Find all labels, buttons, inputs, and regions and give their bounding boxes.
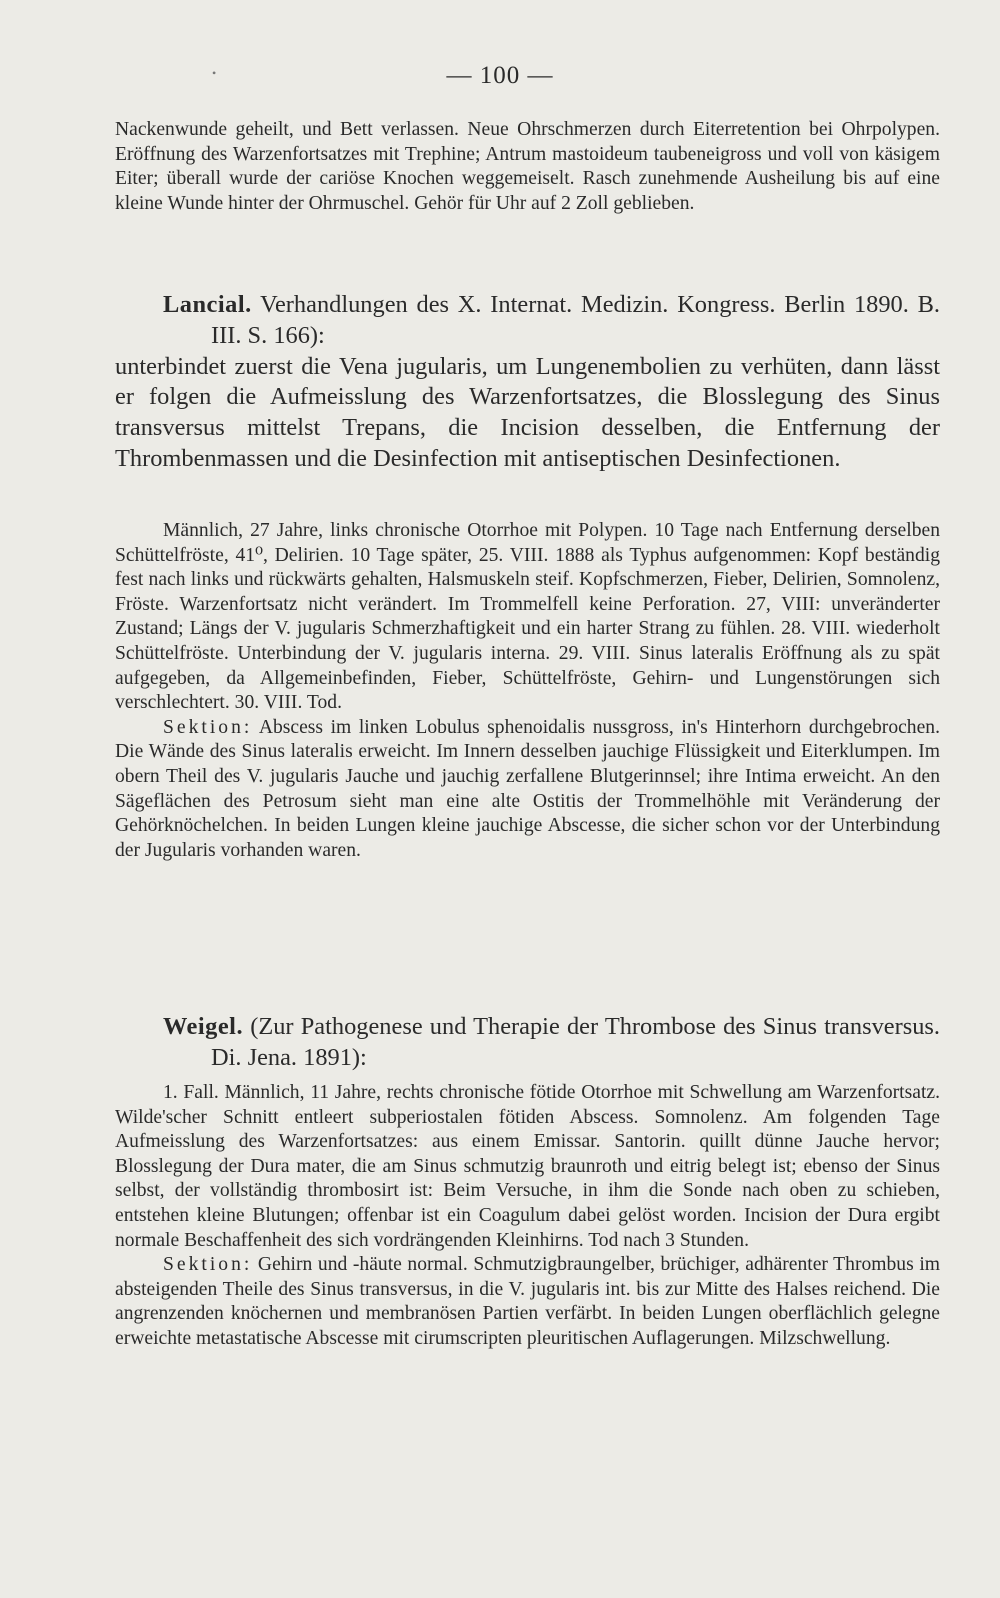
- section-weigel-heading: [115, 1012, 940, 1074]
- page-speck: •: [212, 66, 217, 80]
- lancial-sektion-text: Abscess im linken Lobulus sphenoidalis nussgross, in's Hinterhorn durchgebrochen. Die Wände des Sinus lateralis erweicht. Im Innern desselben jauchige Flüssigkeit und Eiterklumpen. Im obern Theil des V. jugularis Jauche und jauchig zerfallene Blutgerinnsel; ihre Intima erweicht. An den Sägeflächen des Petrosum sieht man eine alte Ostitis der Trommelhöhle mit Veränderung der Gehörknöchelchen. In beiden Lungen kleine jauchige Abscesse, die sicher schon vor der Unterbindung der Jugularis vorhanden waren.: [115, 716, 940, 861]
- section-weigel-case-block: [115, 1081, 940, 1352]
- lancial-sektion: [115, 716, 940, 864]
- weigel-case: 1. Fall. Männlich, 11 Jahre, rechts chronische fötide Otorrhoe mit Schwellung am Warzenfortsatz. Wilde'scher Schnitt entleert subperiostalen fötiden Abscess. Somnolenz. Am folgenden Tage Aufmeisslung des Warzenfortsatzes: aus einem Emissar. Santorin. quillt dünne Jauche hervor; Blosslegung der Dura mater, die am Sinus schmutzig braunroth und eitrig belegt ist; ebenso der Sinus selbst, der vollständig thrombosirt ist: Beim Versuche, in ihm die Sonde nach oben zu schieben, entstehen kleine Blutungen; offenbar ist ein Coagulum dabei gelöst worden. Incision der Dura ergibt normale Beschaffenheit des sich vordrängenden Kleinhirns. Tod nach 3 Stunden.: [115, 1082, 940, 1251]
- top-paragraph-block: [115, 118, 940, 216]
- lancial-case: Männlich, 27 Jahre, links chronische Otorrhoe mit Polypen. 10 Tage nach Entfernung derselben Schüttelfröste, 41⁰, Delirien. 10 Tage später, 25. VIII. 1888 als Typhus aufgenommen: Kopf beständig fest nach links und rückwärts gehalten, Halsmuskeln steif. Kopfschmerzen, Fieber, Delirien, Somnolenz, Fröste. Warzenfortsatz nicht verändert. Im Trommelfell keine Perforation. 27, VIII: unveränderter Zustand; Längs der V. jugularis Schmerzhaftigkeit und ein harter Strang zu fühlen. 28. VIII. wiederholt Schüttelfröste. Unterbindung der V. jugularis interna. 29. VIII. Sinus lateralis Eröffnung als zu spät aufgegeben, da Allgemeinbefinden, Fieber, Schüttelfröste, Gehirn- und Lungenstörungen sich verschlechtert. 30. VIII. Tod.: [115, 520, 940, 714]
- section-lancial-case-block: [115, 519, 940, 863]
- weigel-author: Weigel.: [163, 1013, 244, 1040]
- weigel-citation: (Zur Pathogenese und Therapie der Thrombose des Sinus transversus. Di. Jena. 1891):: [211, 1013, 940, 1071]
- lancial-author: Lancial.: [163, 291, 252, 318]
- lancial-reference: [115, 290, 940, 352]
- lancial-citation: Verhandlungen des X. Internat. Medizin. Kongress. Berlin 1890. B. III. S. 166):: [211, 291, 940, 349]
- weigel-sektion: [115, 1253, 940, 1351]
- page-number: — 100 —: [446, 62, 554, 89]
- weigel-sektion-text: Gehirn und -häute normal. Schmutzigbraungelber, brüchiger, adhärenter Thrombus im absteigenden Theile des Sinus transversus, in die V. jugularis int. bis zur Mitte des Halses reichend. Die angrenzenden knöchernen und membranösen Partien verfärbt. In beiden Lungen oberflächlich gelegne erweichte metastatische Abscesse mit cirumscripten pleuritischen Auflagerungen. Milzschwellung.: [115, 1254, 940, 1349]
- weigel-sektion-label: Sektion:: [163, 1254, 253, 1276]
- top-paragraph: Nackenwunde geheilt, und Bett verlassen. Neue Ohrschmerzen durch Eiterretention bei Ohrpolypen. Eröffnung des Warzenfortsatzes mit Trephine; Antrum mastoideum taubeneigross und voll von käsigem Eiter; überall wurde der cariöse Knochen weggemeiselt. Rasch zunehmende Ausheilung bis auf eine kleine Wunde hinter der Ohrmuschel. Gehör für Uhr auf 2 Zoll geblieben.: [115, 119, 940, 214]
- weigel-reference: [115, 1012, 940, 1074]
- lancial-summary: unterbindet zuerst die Vena jugularis, um Lungenembolien zu verhüten, dann lässt er folgen die Aufmeisslung des Warzenfortsatzes, die Blosslegung des Sinus transversus mittelst Trepans, die Incision desselben, die Entfernung der Thrombenmassen und die Desinfection mit antiseptischen Desinfectionen.: [115, 352, 940, 472]
- section-lancial-heading: [115, 290, 940, 475]
- lancial-sektion-label: Sektion:: [163, 716, 253, 738]
